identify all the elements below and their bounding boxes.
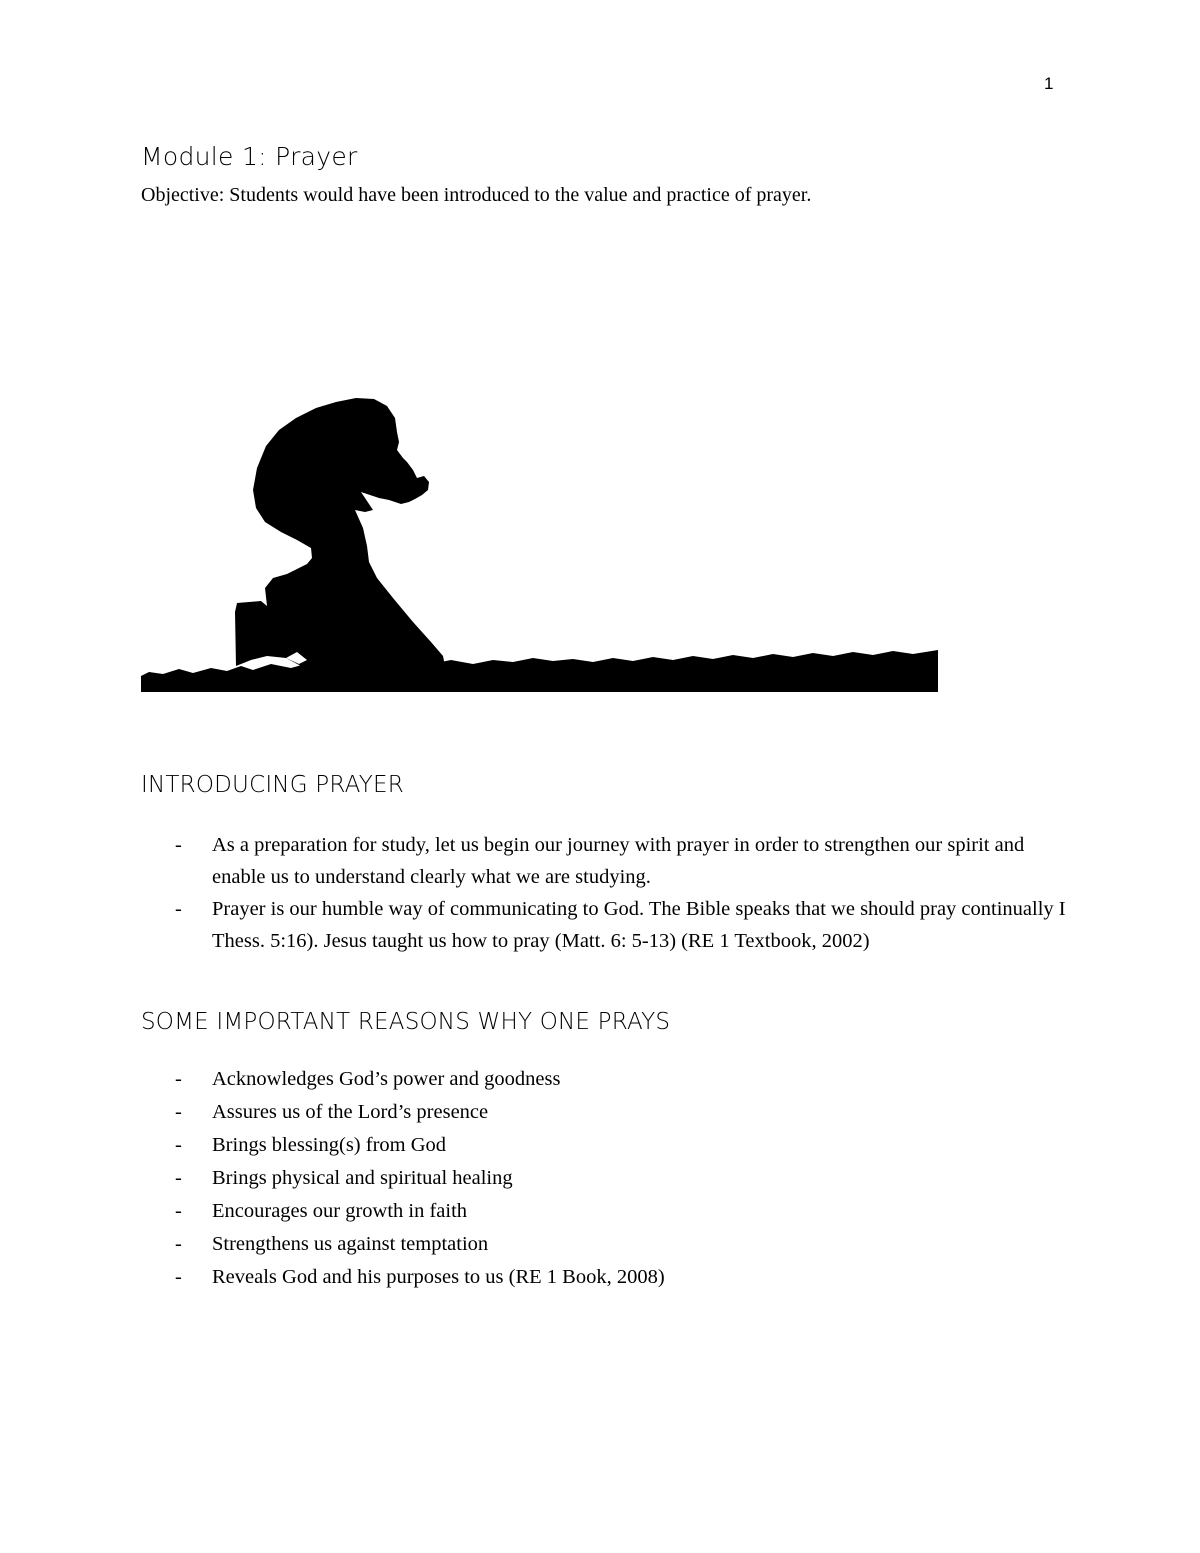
praying-person-silhouette-icon bbox=[141, 398, 938, 694]
section-heading-reasons: SOME IMPORTANT REASONS WHY ONE PRAYS bbox=[141, 1009, 671, 1035]
section-heading-introducing-prayer: INTRODUCING PRAYER bbox=[141, 772, 404, 798]
bullet-dash: - bbox=[175, 1233, 182, 1255]
list-item bbox=[141, 1129, 1071, 1162]
list-item-text: Brings blessing(s) from God bbox=[212, 1134, 447, 1156]
list-item bbox=[141, 1162, 1071, 1195]
objective-text: Objective: Students would have been introduced to the value and practice of prayer. bbox=[141, 184, 812, 206]
bullet-dash: - bbox=[175, 1167, 182, 1189]
list-item bbox=[141, 893, 1071, 957]
list-item bbox=[141, 1261, 1071, 1294]
bullet-dash: - bbox=[175, 834, 182, 856]
reasons-list bbox=[141, 1063, 1071, 1294]
bullet-dash: - bbox=[175, 1200, 182, 1222]
page-number: 1 bbox=[1044, 74, 1054, 93]
bullet-dash: - bbox=[175, 898, 182, 920]
list-item bbox=[141, 829, 1071, 893]
list-item bbox=[141, 1063, 1071, 1096]
module-title: Module 1: Prayer bbox=[141, 142, 358, 171]
list-item-text: Encourages our growth in faith bbox=[212, 1200, 468, 1222]
bullet-dash: - bbox=[175, 1101, 182, 1123]
list-item-text: Strengthens us against temptation bbox=[212, 1233, 489, 1255]
bullet-dash: - bbox=[175, 1266, 182, 1288]
list-item bbox=[141, 1228, 1071, 1261]
list-item-text: As a preparation for study, let us begin our journey with prayer in order to strengthen our spirit and enable us to understand clearly what we are studying. bbox=[212, 834, 1025, 888]
bullet-dash: - bbox=[175, 1068, 182, 1090]
list-item-text: Reveals God and his purposes to us (RE 1 Book, 2008) bbox=[212, 1266, 665, 1288]
introducing-prayer-list bbox=[141, 829, 1071, 957]
list-item bbox=[141, 1096, 1071, 1129]
list-item bbox=[141, 1195, 1071, 1228]
list-item-text: Acknowledges God’s power and goodness bbox=[212, 1068, 561, 1090]
list-item-text: Brings physical and spiritual healing bbox=[212, 1167, 513, 1189]
list-item-text: Prayer is our humble way of communicating to God. The Bible speaks that we should pray continually I Thess. 5:16). Jesus taught us how to pray (Matt. 6: 5-13) (RE 1 Textbook, 2002) bbox=[212, 898, 1066, 952]
bullet-dash: - bbox=[175, 1134, 182, 1156]
list-item-text: Assures us of the Lord’s presence bbox=[212, 1101, 489, 1123]
